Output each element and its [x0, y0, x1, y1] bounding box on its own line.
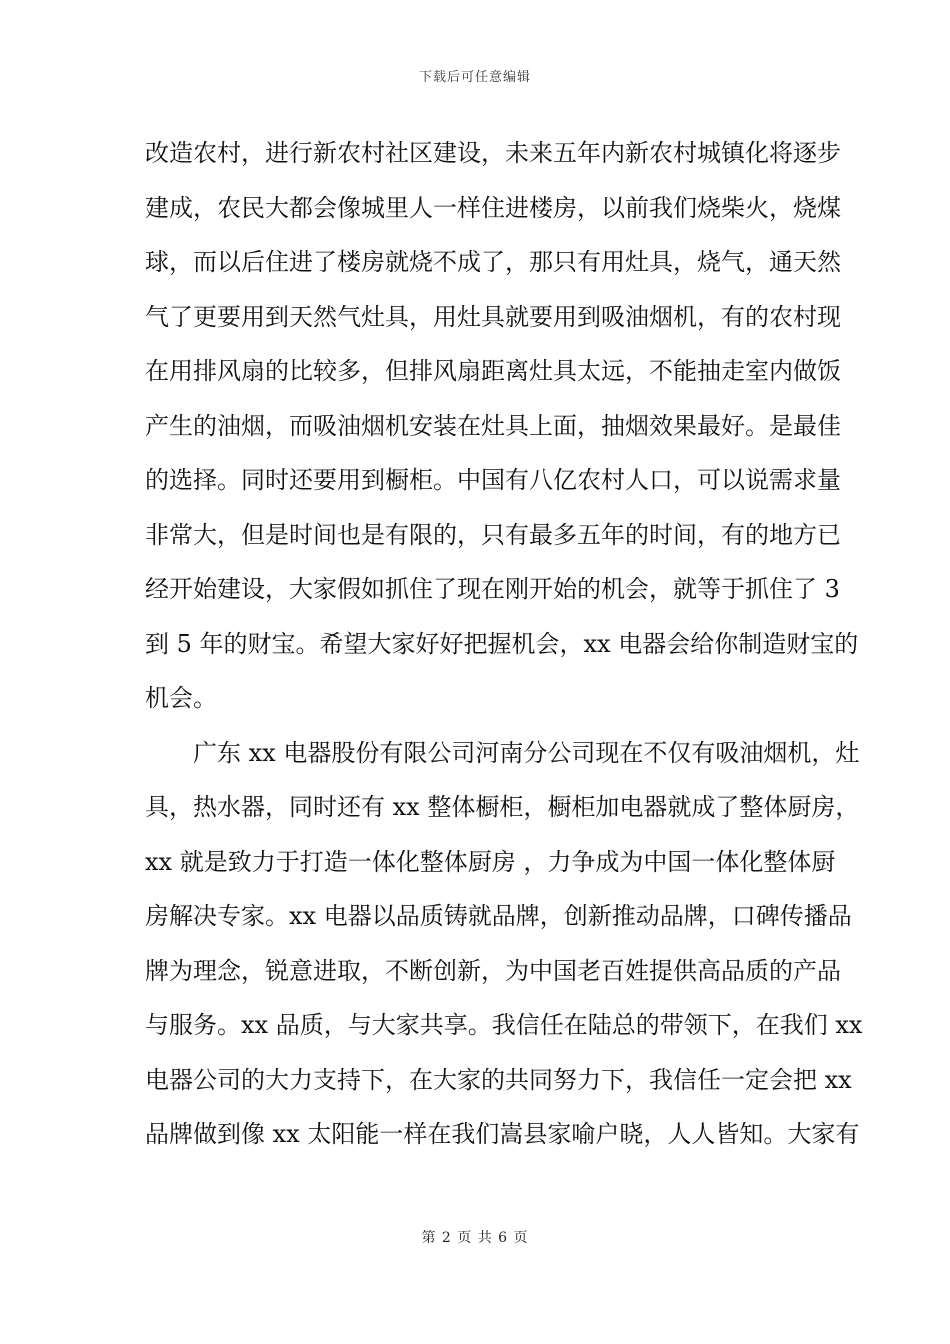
paragraph-line: 具，热水器，同时还有 xx 整体橱柜，橱柜加电器就成了整体厨房， [145, 793, 860, 821]
paragraph-line: 电器公司的大力支持下，在大家的共同努力下，我信任一定会把 xx [145, 1065, 852, 1094]
paragraph-line: 气了更要用到天然气灶具，用灶具就要用到吸油烟机，有的农村现 [145, 302, 841, 331]
page-header: 下载后可任意编辑 [418, 70, 531, 85]
paragraph-line: 广东 xx 电器股份有限公司河南分公司现在不仅有吸油烟机，灶 [193, 738, 860, 767]
paragraph-line: 牌为理念，锐意进取，不断创新，为中国老百姓提供高品质的产品 [145, 956, 841, 985]
paragraph-2 [145, 726, 863, 1162]
document-body [145, 126, 863, 1162]
paragraph-line: xx 就是致力于打造一体化整体厨房 ，力争成为中国一体化整体厨 [145, 847, 836, 876]
paragraph-line: 的选择。同时还要用到橱柜。中国有八亿农村人口，可以说需求量 [145, 466, 841, 494]
paragraph-line: 在用排风扇的比较多，但排风扇距离灶具太远，不能抽走室内做饭 [145, 357, 841, 385]
paragraph-line: 品牌做到像 xx 太阳能一样在我们嵩县家喻户晓，人人皆知。大家有 [145, 1120, 860, 1148]
paragraph-line: 与服务。xx 品质，与大家共享。我信任在陆总的带领下，在我们 xx [145, 1011, 863, 1039]
paragraph-line: 经开始建设，大家假如抓住了现在刚开始的机会，就等于抓住了 3 [145, 575, 840, 603]
paragraph-line: 机会。 [145, 684, 217, 712]
paragraph-line: 建成，农民大都会像城里人一样住进楼房，以前我们烧柴火，烧煤 [145, 193, 841, 222]
paragraph-1 [145, 126, 859, 726]
paragraph-line: 产生的油烟，而吸油烟机安装在灶具上面，抽烟效果最好。是最佳 [145, 411, 841, 440]
paragraph-line: 到 5 年的财宝。希望大家好好把握机会，xx 电器会给你制造财宝的 [145, 629, 859, 658]
paragraph-line: 房解决专家。xx 电器以品质铸就品牌，创新推动品牌，口碑传播品 [145, 902, 852, 930]
paragraph-line: 球，而以后住进了楼房就烧不成了，那只有用灶具，烧气，通天然 [145, 248, 841, 276]
paragraph-line: 非常大，但是时间也是有限的，只有最多五年的时间，有的地方已 [145, 520, 841, 549]
paragraph-line: 改造农村，进行新农村社区建设，未来五年内新农村城镇化将逐步 [145, 139, 841, 167]
page-footer: 第 2 页 共 6 页 [421, 1230, 529, 1246]
